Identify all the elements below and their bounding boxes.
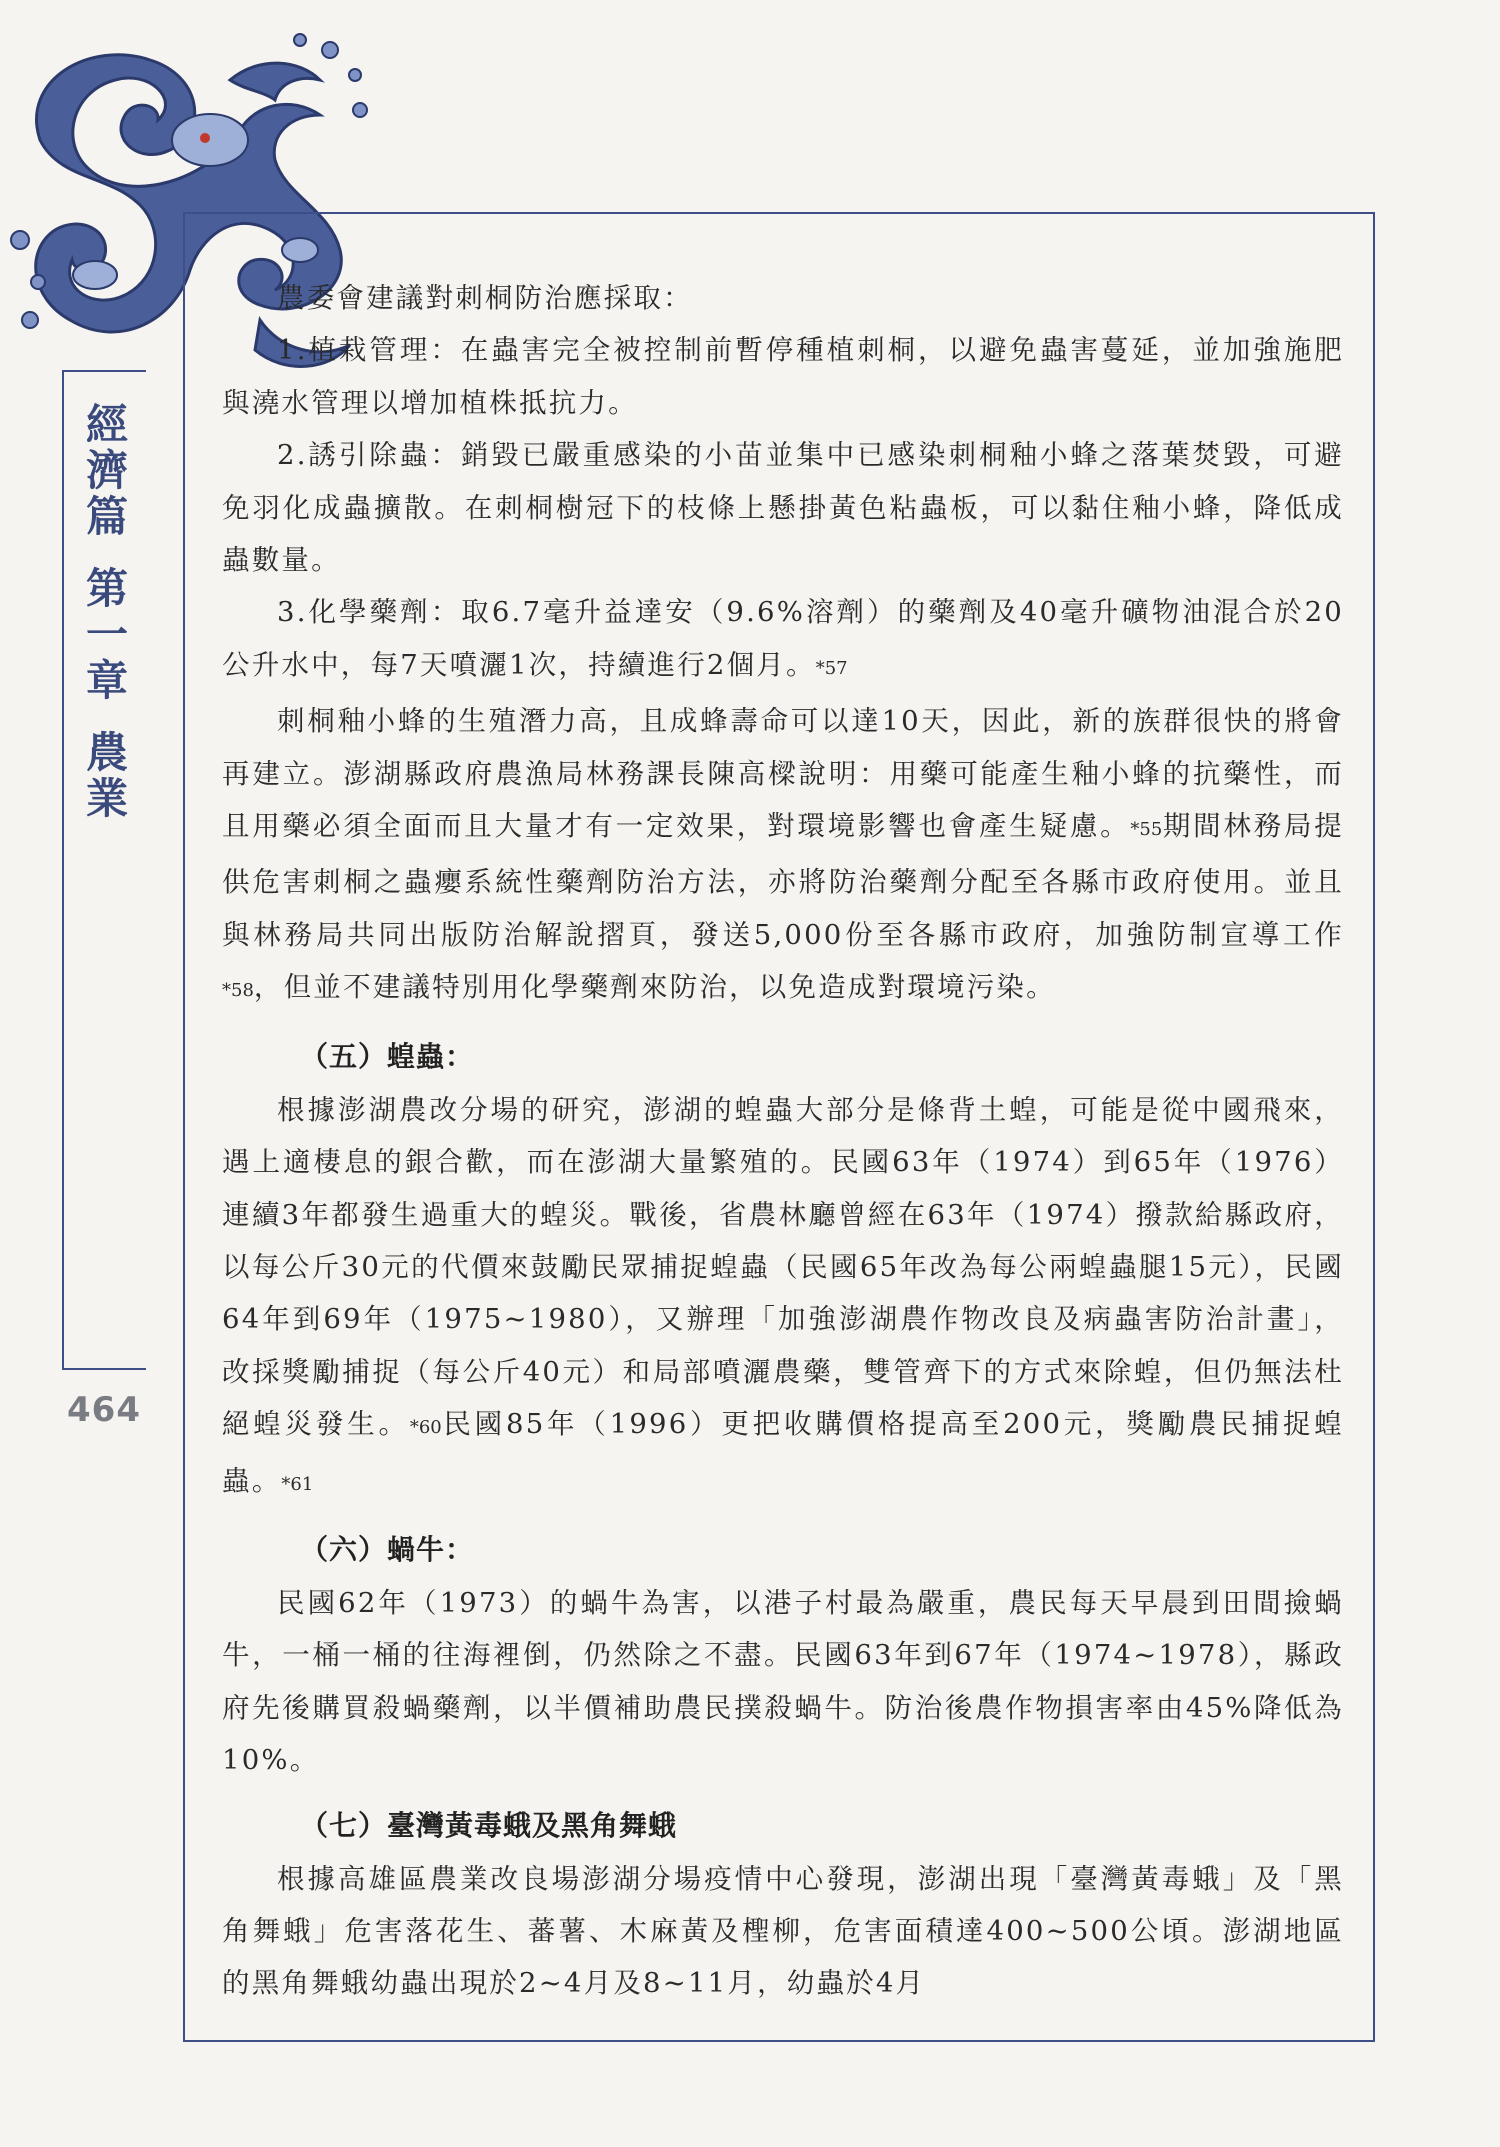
list-item-3	[222, 586, 1344, 695]
footnote-ref-58: *58	[222, 980, 254, 1002]
paragraph-wasp	[222, 695, 1344, 1017]
topic-title: 農業	[80, 730, 129, 822]
section-heading-snail: （六）蝸牛：	[300, 1532, 475, 1566]
paragraph-locust	[222, 1084, 1344, 1511]
part-title: 經濟篇	[80, 402, 129, 540]
wasp-text-a: 刺桐釉小蜂的生殖潛力高，且成蜂壽命可以達10天，因此，新的族群很快的將會再建立。澎湖縣政府農漁局林務課長陳高樑說明：用藥可能產生釉小蜂的抗藥性，而且用藥必須全面而且大量才有一定效果，對環境影響也會產生疑慮。	[222, 705, 1344, 843]
chapter-tab	[62, 370, 146, 1370]
page-number: 464	[67, 1390, 141, 1430]
list-item-1: 1.植栽管理：在蟲害完全被控制前暫停種植刺桐，以避免蟲害蔓延，並加強施肥與澆水管理以增加植株抵抗力。	[222, 334, 1344, 419]
section-heading-moth: （七）臺灣黃毒蛾及黑角舞蛾	[300, 1808, 678, 1842]
paragraph-intro: 農委會建議對刺桐防治應採取：	[277, 282, 693, 314]
list-item-3-text: 3.化學藥劑：取6.7毫升益達安（9.6%溶劑）的藥劑及40毫升礦物油混合於20公升水中，每7天噴灑1次，持續進行2個月。	[222, 596, 1344, 681]
locust-text-b: 民國85年（1996）更把收購價格提高至200元，獎勵農民捕捉蝗蟲。	[222, 1408, 1344, 1497]
wasp-text-b: 期間林務局提供危害刺桐之蟲癭系統性藥劑防治方法，亦將防治藥劑分配至各縣市政府使用。並且與林務局共同出版防治解說摺頁，發送5,000份至各縣市政府，加強防制宣導工作	[222, 810, 1344, 951]
footnote-ref-57: *57	[815, 657, 848, 679]
paragraph-snail: 民國62年（1973）的蝸牛為害，以港子村最為嚴重，農民每天早晨到田間撿蝸牛，一桶一桶的往海裡倒，仍然除之不盡。民國63年到67年（1974~1978），縣政府先後購買殺蝸藥劑，以半價補助農民撲殺蝸牛。防治後農作物損害率由45%降低為10%。	[222, 1586, 1344, 1777]
body-text	[222, 272, 1344, 2010]
footnote-ref-61: *61	[281, 1473, 314, 1495]
section-heading-locust: （五）蝗蟲：	[300, 1039, 475, 1073]
paragraph-moth: 根據高雄區農業改良場澎湖分場疫情中心發現，澎湖出現「臺灣黃毒蛾」及「黑角舞蛾」危害落花生、蕃薯、木麻黃及檉柳，危害面積達400~500公頃。澎湖地區的黑角舞蛾幼蟲出現於2~4月及8~11月，幼蟲於4月	[222, 1862, 1344, 2000]
wasp-text-c: ，但並不建議特別用化學藥劑來防治，以免造成對環境污染。	[253, 971, 1056, 1004]
list-item-2: 2.誘引除蟲：銷毀已嚴重感染的小苗並集中已感染刺桐釉小蜂之落葉焚毀，可避免羽化成蟲擴散。在刺桐樹冠下的枝條上懸掛黃色粘蟲板，可以黏住釉小蜂，降低成蟲數量。	[222, 439, 1344, 577]
chapter-title: 第一章	[80, 566, 129, 704]
footnote-ref-60: *60	[409, 1417, 442, 1439]
footnote-ref-55: *55	[1130, 819, 1163, 841]
locust-text-a: 根據澎湖農改分場的研究，澎湖的蝗蟲大部分是條背土蝗，可能是從中國飛來，遇上適棲息的銀合歡，而在澎湖大量繁殖的。民國63年（1974）到65年（1976）連續3年都發生過重大的蝗災。戰後，省農林廳曾經在63年（1974）撥款給縣政府，以每公斤30元的代價來鼓勵民眾捕捉蝗蟲（民國65年改為每公兩蝗蟲腿15元），民國64年到69年（1975~1980），又辦理「加強澎湖農作物改良及病蟲害防治計畫」，改採獎勵捕捉（每公斤40元）和局部噴灑農藥，雙管齊下的方式來除蝗，但仍無法杜絕蝗災發生。	[222, 1093, 1344, 1441]
